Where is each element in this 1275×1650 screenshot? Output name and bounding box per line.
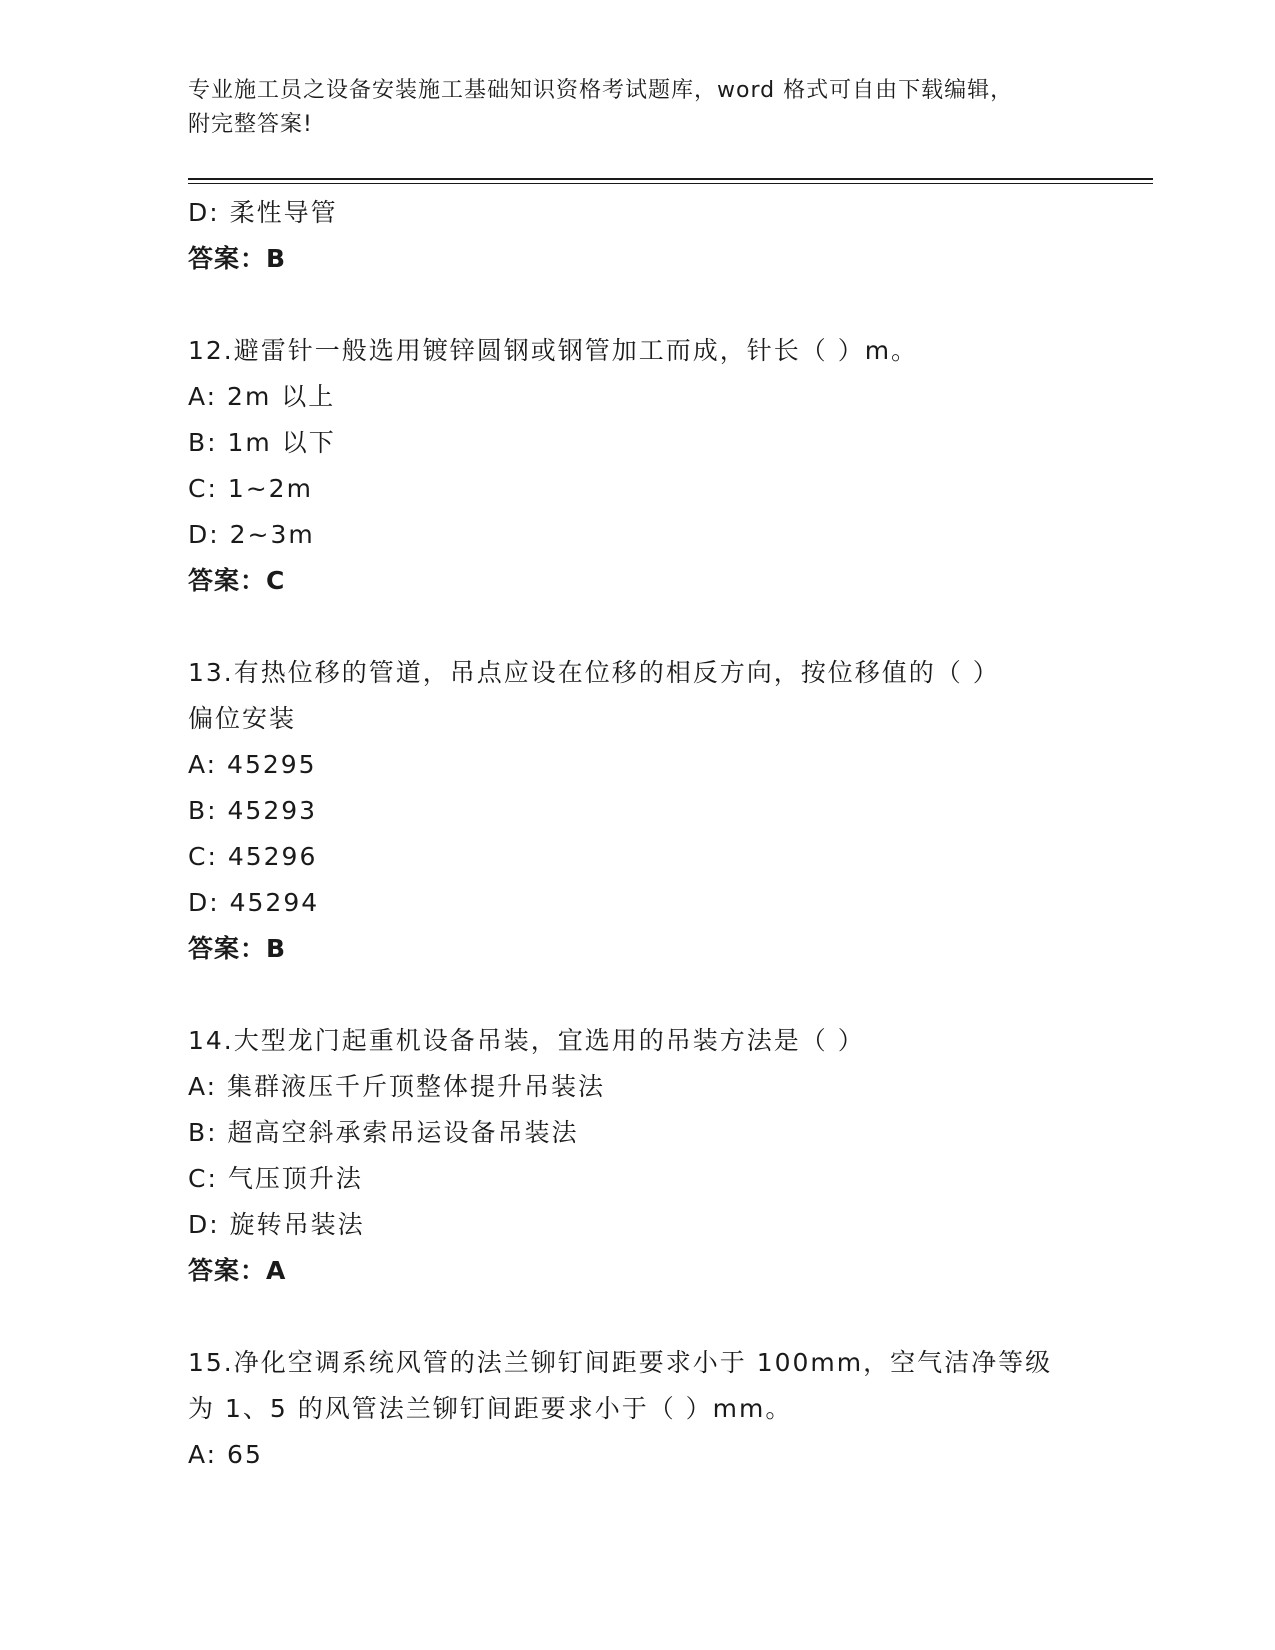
header-divider-thin — [188, 183, 1153, 184]
spacer — [188, 972, 1088, 1018]
q14-answer: 答案：A — [188, 1256, 287, 1285]
q14-option-b: B: 超高空斜承索吊运设备吊装法 — [188, 1118, 579, 1147]
q13-option-a: A: 45295 — [188, 750, 317, 779]
q14-option-d: D: 旋转吊装法 — [188, 1210, 365, 1239]
q12-option-d: D: 2~3m — [188, 520, 315, 549]
q13-option-d: D: 45294 — [188, 888, 320, 917]
q12-option-b: B: 1m 以下 — [188, 428, 336, 457]
q13-text-line-2: 偏位安装 — [188, 704, 297, 733]
q15-text-line-2: 为 1、5 的风管法兰铆钉间距要求小于（ ）mm。 — [188, 1394, 793, 1423]
q12-text: 12.避雷针一般选用镀锌圆钢或钢管加工而成，针长（ ）m。 — [188, 336, 919, 365]
q12-option-a: A: 2m 以上 — [188, 382, 336, 411]
q12-option-c: C: 1~2m — [188, 474, 313, 503]
header-line-2: 附完整答案! — [188, 112, 313, 137]
q14-option-c: C: 气压顶升法 — [188, 1164, 363, 1193]
q15-option-a: A: 65 — [188, 1440, 263, 1469]
q13-answer: 答案：B — [188, 934, 287, 963]
q13-text-line-1: 13.有热位移的管道，吊点应设在位移的相反方向，按位移值的（ ） — [188, 658, 1000, 687]
prev-option-d: D: 柔性导管 — [188, 198, 338, 227]
q13-option-c: C: 45296 — [188, 842, 318, 871]
q14-text: 14.大型龙门起重机设备吊装，宜选用的吊装方法是（ ） — [188, 1026, 865, 1055]
prev-answer: 答案：B — [188, 244, 287, 273]
header-line-1: 专业施工员之设备安装施工基础知识资格考试题库，word 格式可自由下载编辑， — [188, 78, 1014, 103]
question-list — [188, 190, 1088, 1478]
spacer — [188, 1294, 1088, 1340]
q13-option-b: B: 45293 — [188, 796, 318, 825]
q14-option-a: A: 集群液压千斤顶整体提升吊装法 — [188, 1072, 606, 1101]
page-header — [188, 74, 1068, 142]
spacer — [188, 604, 1088, 650]
header-divider-thick — [188, 178, 1153, 180]
spacer — [188, 282, 1088, 328]
q12-answer: 答案：C — [188, 566, 286, 595]
q15-text-line-1: 15.净化空调系统风管的法兰铆钉间距要求小于 100mm，空气洁净等级 — [188, 1348, 1053, 1377]
